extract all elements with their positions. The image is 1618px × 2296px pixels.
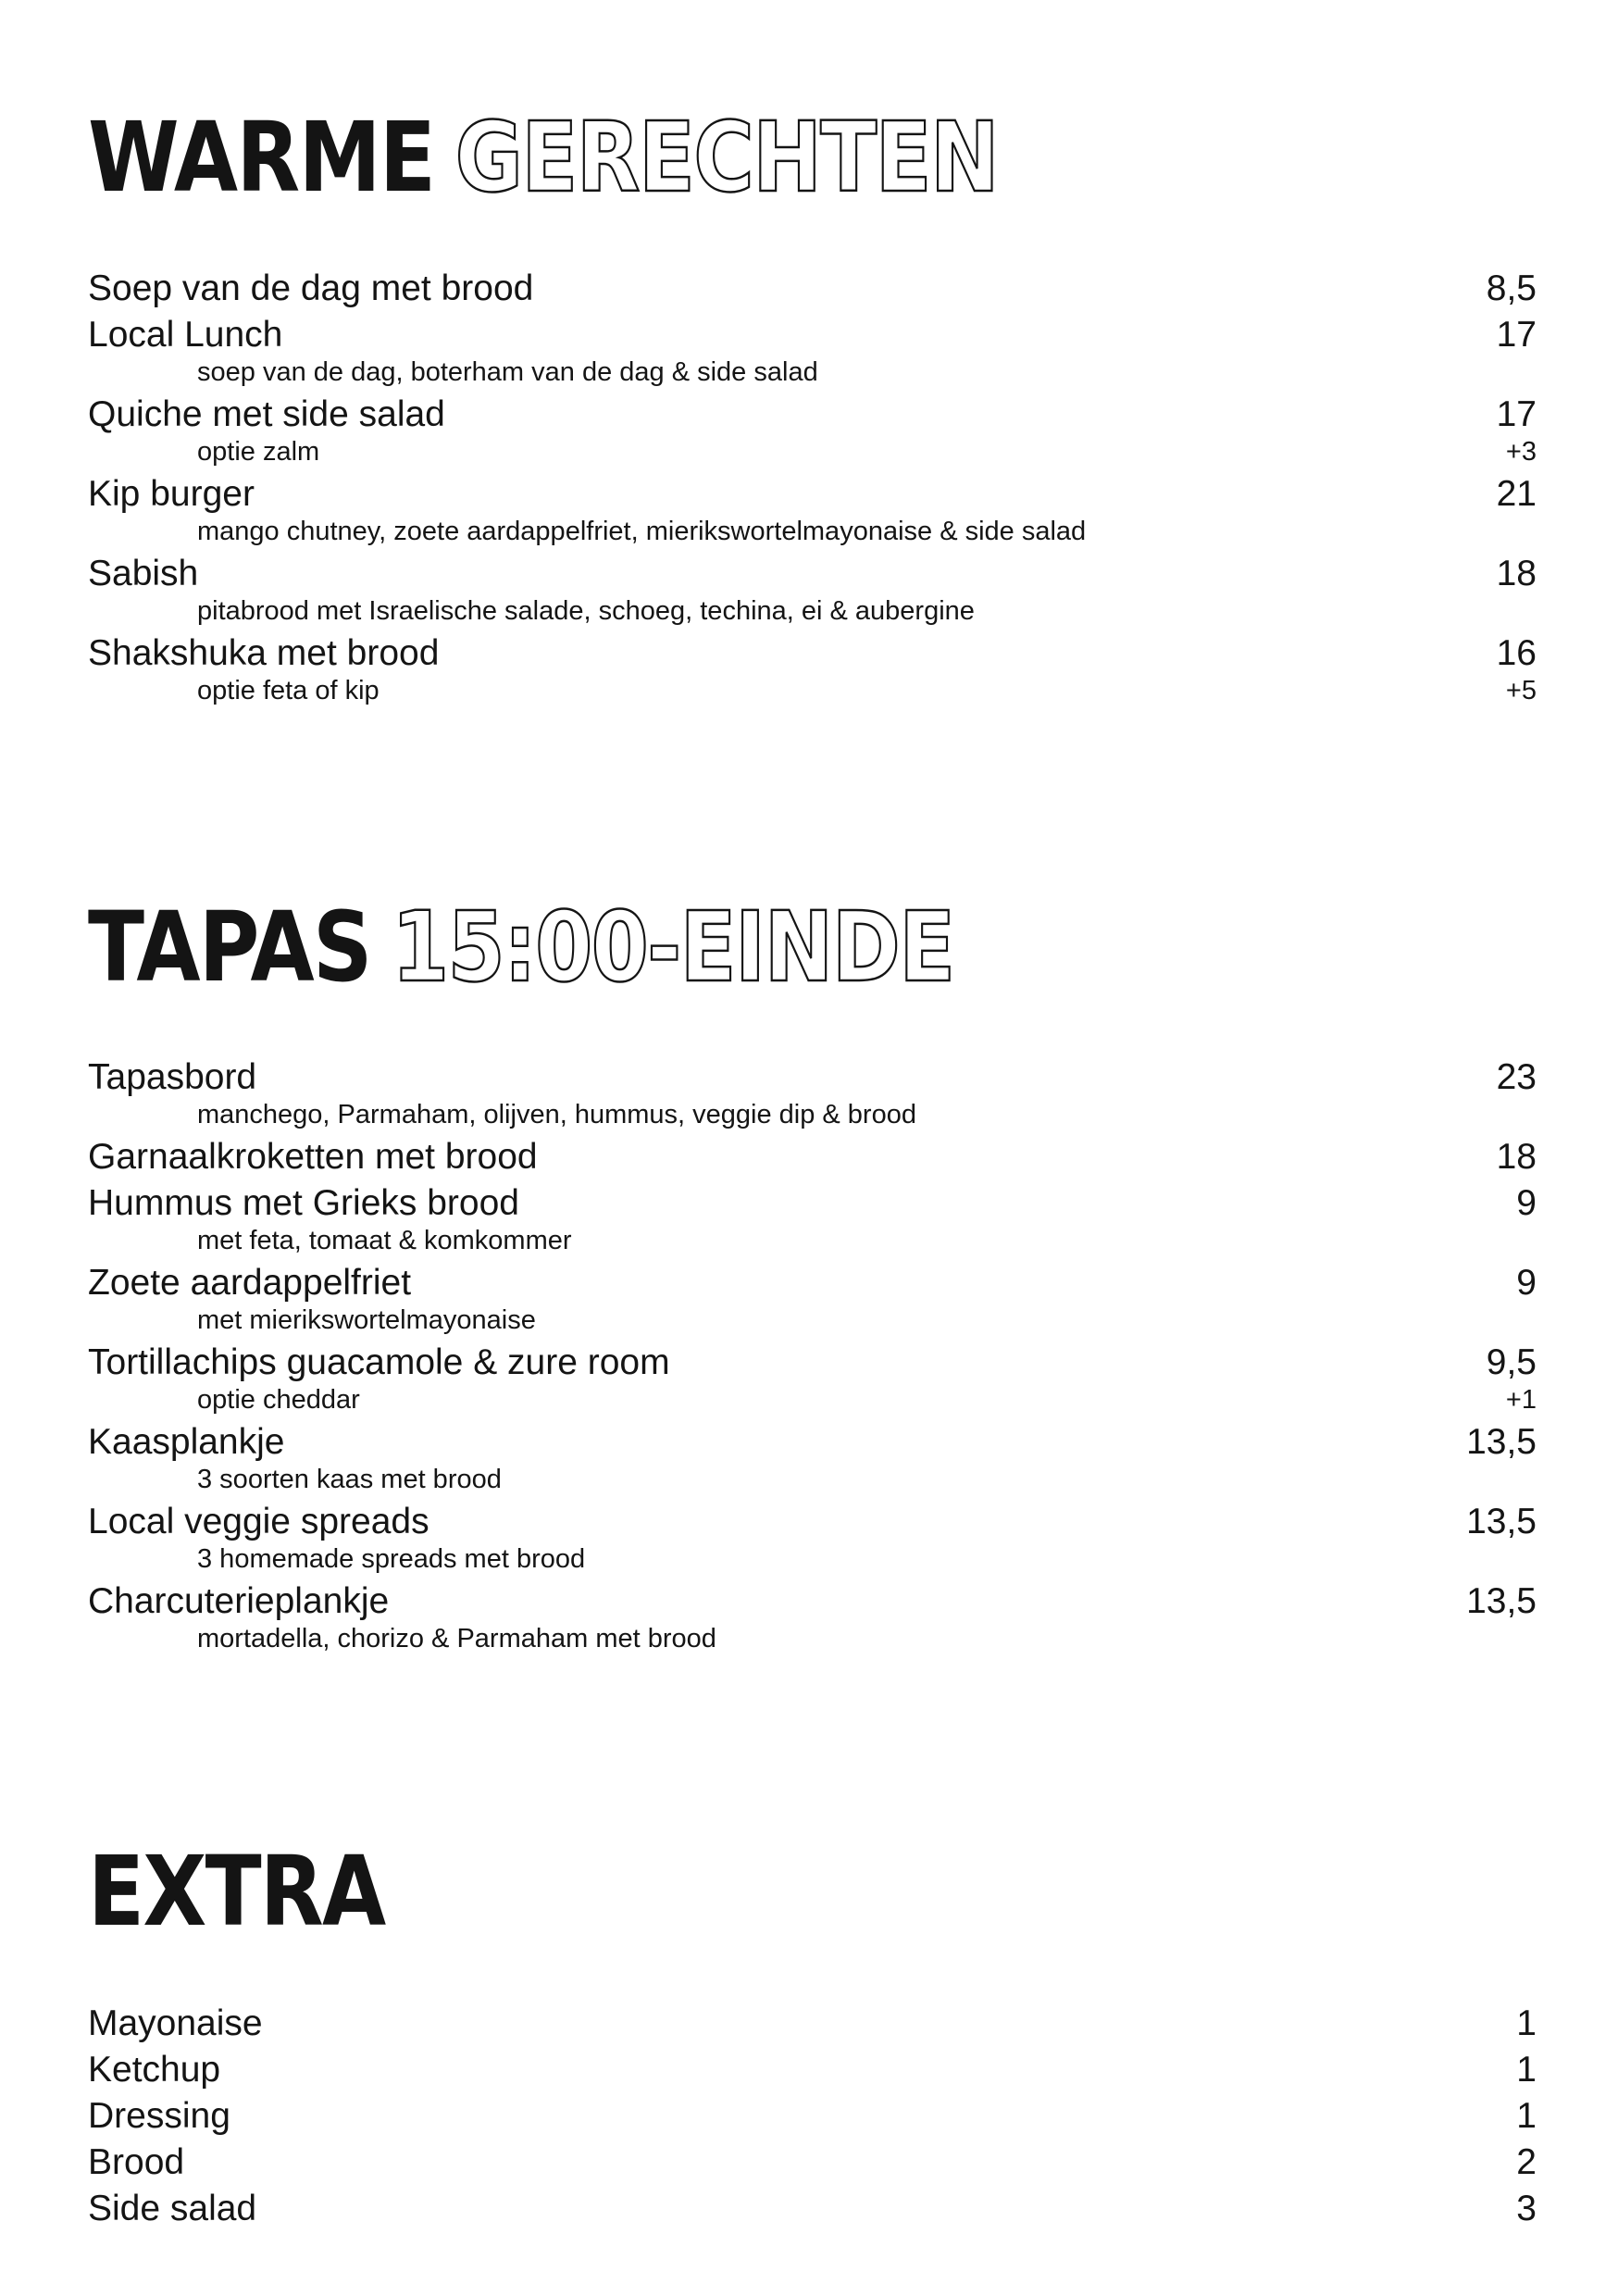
heading-solid-text: TAPAS — [88, 891, 371, 1004]
menu-item-description: 3 soorten kaas met brood — [197, 1465, 502, 1494]
menu-item-name: Ketchup — [88, 2050, 221, 2090]
menu-item — [88, 2096, 1537, 2137]
menu-item — [88, 1422, 1537, 1496]
menu-item — [88, 2142, 1537, 2183]
menu-page — [88, 0, 1537, 2296]
menu-item-description: optie feta of kip — [197, 676, 380, 705]
menu-item — [88, 1263, 1537, 1337]
menu-item — [88, 474, 1537, 548]
menu-item-row — [88, 474, 1537, 515]
menu-item-name: Local veggie spreads — [88, 1502, 429, 1541]
menu-item-price: 18 — [1496, 1137, 1537, 1177]
menu-item-price: 16 — [1496, 633, 1537, 673]
menu-item-name: Shakshuka met brood — [88, 633, 440, 673]
menu-item-description: mortadella, chorizo & Parmaham met brood — [197, 1624, 716, 1653]
menu-item-name: Tortillachips guacamole & zure room — [88, 1342, 670, 1382]
menu-item-row — [88, 2189, 1537, 2229]
menu-item — [88, 1183, 1537, 1257]
menu-item — [88, 268, 1537, 309]
menu-item — [88, 315, 1537, 389]
menu-item-price: 9 — [1516, 1263, 1537, 1303]
menu-item-row — [88, 1342, 1537, 1383]
menu-item-detail-row — [88, 435, 1537, 468]
menu-item-name: Kip burger — [88, 474, 255, 514]
menu-item-price: 13,5 — [1466, 1502, 1537, 1541]
menu-item — [88, 554, 1537, 628]
menu-item-row — [88, 268, 1537, 309]
menu-item-name: Sabish — [88, 554, 199, 593]
menu-item-name: Side salad — [88, 2189, 257, 2228]
section-heading — [88, 1835, 1334, 1948]
menu-item-row — [88, 1263, 1537, 1304]
menu-item-description: mango chutney, zoete aardappelfriet, mierikswortelmayonaise & side salad — [197, 517, 1087, 546]
menu-item-name: Soep van de dag met brood — [88, 268, 534, 308]
menu-item-price: 23 — [1496, 1057, 1537, 1097]
menu-item-detail-row — [88, 356, 1537, 389]
item-list-tapas — [88, 1057, 1537, 1661]
menu-item-name: Charcuterieplankje — [88, 1581, 390, 1621]
menu-item — [88, 1057, 1537, 1131]
menu-item — [88, 1137, 1537, 1178]
menu-item — [88, 1342, 1537, 1416]
menu-item-price: 17 — [1496, 315, 1537, 355]
menu-item-row — [88, 394, 1537, 435]
menu-item-row — [88, 1137, 1537, 1178]
menu-item-name: Tapasbord — [88, 1057, 257, 1097]
item-list-warme-gerechten — [88, 268, 1537, 713]
menu-item-row — [88, 554, 1537, 594]
menu-item-price: 21 — [1496, 474, 1537, 514]
menu-item-row — [88, 1502, 1537, 1542]
menu-item-row — [88, 2050, 1537, 2090]
menu-item-detail-row — [88, 515, 1537, 548]
menu-item-name: Brood — [88, 2142, 185, 2182]
menu-item — [88, 394, 1537, 468]
menu-item-row — [88, 1581, 1537, 1622]
menu-item-row — [88, 2003, 1537, 2044]
menu-item-detail-row — [88, 674, 1537, 707]
menu-item-option-price: +5 — [1505, 676, 1537, 705]
heading-outline-text: 15:00-EINDE — [392, 891, 954, 1004]
menu-item-detail-row — [88, 1098, 1537, 1131]
menu-item-price: 1 — [1516, 2050, 1537, 2090]
menu-item-row — [88, 1057, 1537, 1098]
menu-item-option-price: +1 — [1505, 1385, 1537, 1415]
menu-item-name: Hummus met Grieks brood — [88, 1183, 519, 1223]
menu-item-description: 3 homemade spreads met brood — [197, 1544, 586, 1574]
menu-item-price: 18 — [1496, 554, 1537, 593]
menu-item-price: 3 — [1516, 2189, 1537, 2228]
section-heading — [88, 891, 1334, 1004]
menu-item-detail-row — [88, 1224, 1537, 1257]
menu-item-detail-row — [88, 594, 1537, 628]
menu-item — [88, 2189, 1537, 2229]
menu-item-row — [88, 315, 1537, 356]
menu-item-name: Local Lunch — [88, 315, 283, 355]
menu-item-detail-row — [88, 1542, 1537, 1576]
menu-item-name: Kaasplankje — [88, 1422, 285, 1462]
menu-item-name: Dressing — [88, 2096, 230, 2136]
heading-solid-text: WARME — [88, 101, 435, 214]
menu-item-name: Garnaalkroketten met brood — [88, 1137, 538, 1177]
menu-item-price: 9,5 — [1486, 1342, 1537, 1382]
section-heading — [88, 101, 1334, 214]
menu-item-price: 1 — [1516, 2096, 1537, 2136]
menu-item-name: Quiche met side salad — [88, 394, 445, 434]
menu-item-name: Mayonaise — [88, 2003, 263, 2043]
menu-item-description: met mierikswortelmayonaise — [197, 1305, 536, 1335]
menu-item-description: met feta, tomaat & komkommer — [197, 1226, 572, 1255]
menu-item — [88, 1502, 1537, 1576]
menu-item-price: 9 — [1516, 1183, 1537, 1223]
menu-item — [88, 2050, 1537, 2090]
menu-item-price: 8,5 — [1486, 268, 1537, 308]
section-warme-gerechten — [88, 101, 1537, 214]
menu-item — [88, 1581, 1537, 1655]
menu-item — [88, 633, 1537, 707]
menu-item-option-price: +3 — [1505, 437, 1537, 467]
menu-item-price: 17 — [1496, 394, 1537, 434]
menu-item-row — [88, 1422, 1537, 1463]
menu-item-description: optie zalm — [197, 437, 320, 467]
menu-item-price: 1 — [1516, 2003, 1537, 2043]
section-extra — [88, 1835, 1537, 1948]
heading-solid-text: EXTRA — [88, 1835, 385, 1948]
item-list-extra — [88, 2003, 1537, 2235]
menu-item-row — [88, 1183, 1537, 1224]
menu-item-description: soep van de dag, boterham van de dag & side salad — [197, 357, 818, 387]
heading-outline-text: GERECHTEN — [454, 101, 999, 214]
menu-item-description: optie cheddar — [197, 1385, 360, 1415]
menu-item-description: pitabrood met Israelische salade, schoeg, techina, ei & aubergine — [197, 596, 975, 626]
menu-item-name: Zoete aardappelfriet — [88, 1263, 412, 1303]
menu-item-detail-row — [88, 1304, 1537, 1337]
menu-item-detail-row — [88, 1383, 1537, 1416]
menu-item-price: 2 — [1516, 2142, 1537, 2182]
section-tapas — [88, 891, 1537, 1004]
menu-item-price: 13,5 — [1466, 1581, 1537, 1621]
menu-item — [88, 2003, 1537, 2044]
menu-item-row — [88, 2096, 1537, 2137]
menu-item-description: manchego, Parmaham, olijven, hummus, veggie dip & brood — [197, 1100, 916, 1129]
menu-item-detail-row — [88, 1463, 1537, 1496]
menu-item-row — [88, 633, 1537, 674]
menu-item-detail-row — [88, 1622, 1537, 1655]
menu-item-row — [88, 2142, 1537, 2183]
menu-item-price: 13,5 — [1466, 1422, 1537, 1462]
